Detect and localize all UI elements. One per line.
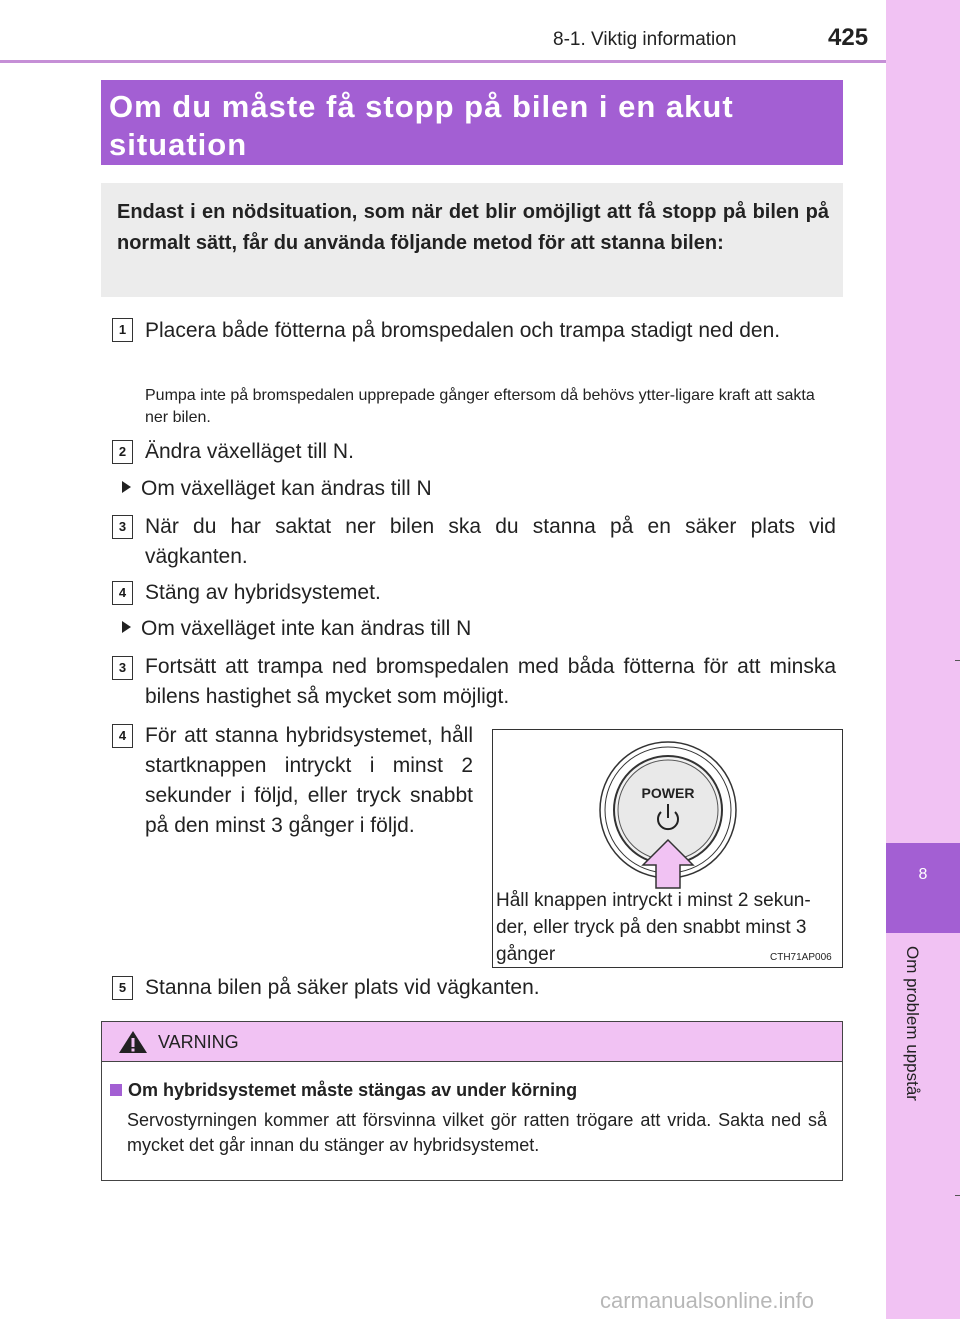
step-text: Stäng av hybridsystemet.	[145, 581, 381, 604]
step-badge: 4	[112, 724, 133, 748]
step-badge: 3	[112, 656, 133, 680]
step-badge: 3	[112, 515, 133, 539]
section-heading: 8-1. Viktig information	[553, 29, 737, 50]
figure-caption: Håll knappen intryckt i minst 2 sekun-der, eller tryck på den snabbt minst 3 gånger	[496, 890, 811, 965]
page-title: Om du måste få stopp på bilen i en akut situation	[109, 89, 734, 162]
step-note: Pumpa inte på bromspedalen upprepade gånger eftersom då behövs ytter-ligare kraft att sakta ner bilen.	[145, 387, 815, 426]
step-badge: 1	[112, 318, 133, 342]
condition-text: Om växelläget inte kan ändras till N	[141, 617, 472, 640]
warning-box	[101, 1021, 843, 1181]
step-text: Placera både fötterna på bromspedalen och trampa stadigt ned den.	[145, 319, 781, 342]
warning-subtitle-text: Om hybridsystemet måste stängas av under körning	[128, 1080, 578, 1100]
warning-header	[102, 1022, 842, 1062]
watermark: carmanualsonline.info	[600, 1288, 815, 1313]
power-button-figure	[492, 729, 843, 968]
power-button-icon	[593, 740, 743, 890]
crop-mark	[955, 660, 960, 661]
intro-text: Endast i en nödsituation, som när det blir omöjligt att få stopp på bilen på normalt sätt, får du använda följande metod för att stanna bilen:	[117, 201, 829, 254]
figure-code: CTH71AP006	[770, 952, 832, 963]
square-bullet-icon	[110, 1084, 122, 1096]
chapter-active-tab[interactable]	[886, 843, 960, 933]
step-badge: 5	[112, 976, 133, 1000]
warning-body: Servostyrningen kommer att försvinna vilket gör ratten trögare att vrida. Sakta ned så mycket det går innan du stänger av hybridsystemet.	[127, 1110, 827, 1155]
section-title-bar	[101, 80, 843, 165]
step-text: Stanna bilen på säker plats vid vägkanten.	[145, 976, 540, 999]
warning-label: VARNING	[158, 1032, 239, 1052]
triangle-bullet-icon	[122, 621, 131, 633]
warning-subtitle	[110, 1080, 577, 1101]
chapter-number: 8	[918, 866, 928, 883]
warning-triangle-icon	[118, 1030, 148, 1054]
triangle-bullet-icon	[122, 481, 131, 493]
step-text: Ändra växelläget till N.	[145, 440, 354, 463]
condition-text: Om växelläget kan ändras till N	[141, 477, 432, 500]
chapter-title: Om problem uppstår	[903, 946, 922, 1101]
step-text: För att stanna hybridsystemet, håll startknappen intryckt i minst 2 sekunder i följd, eller tryck snabbt på den minst 3 gånger i följd.	[145, 724, 473, 837]
condition-bullet	[122, 614, 471, 644]
step-text: När du har saktat ner bilen ska du stanna på en säker plats vid vägkanten.	[145, 515, 836, 568]
crop-mark	[955, 1195, 960, 1196]
step-text: Fortsätt att trampa ned bromspedalen med båda fötterna för att minska bilens hastighet så mycket som möjligt.	[145, 655, 836, 708]
header-rule	[0, 60, 886, 63]
intro-box	[101, 183, 843, 297]
power-label: POWER	[641, 785, 695, 801]
step-badge: 2	[112, 440, 133, 464]
page-number: 425	[828, 24, 869, 51]
step-badge: 4	[112, 581, 133, 605]
condition-bullet	[122, 474, 432, 504]
